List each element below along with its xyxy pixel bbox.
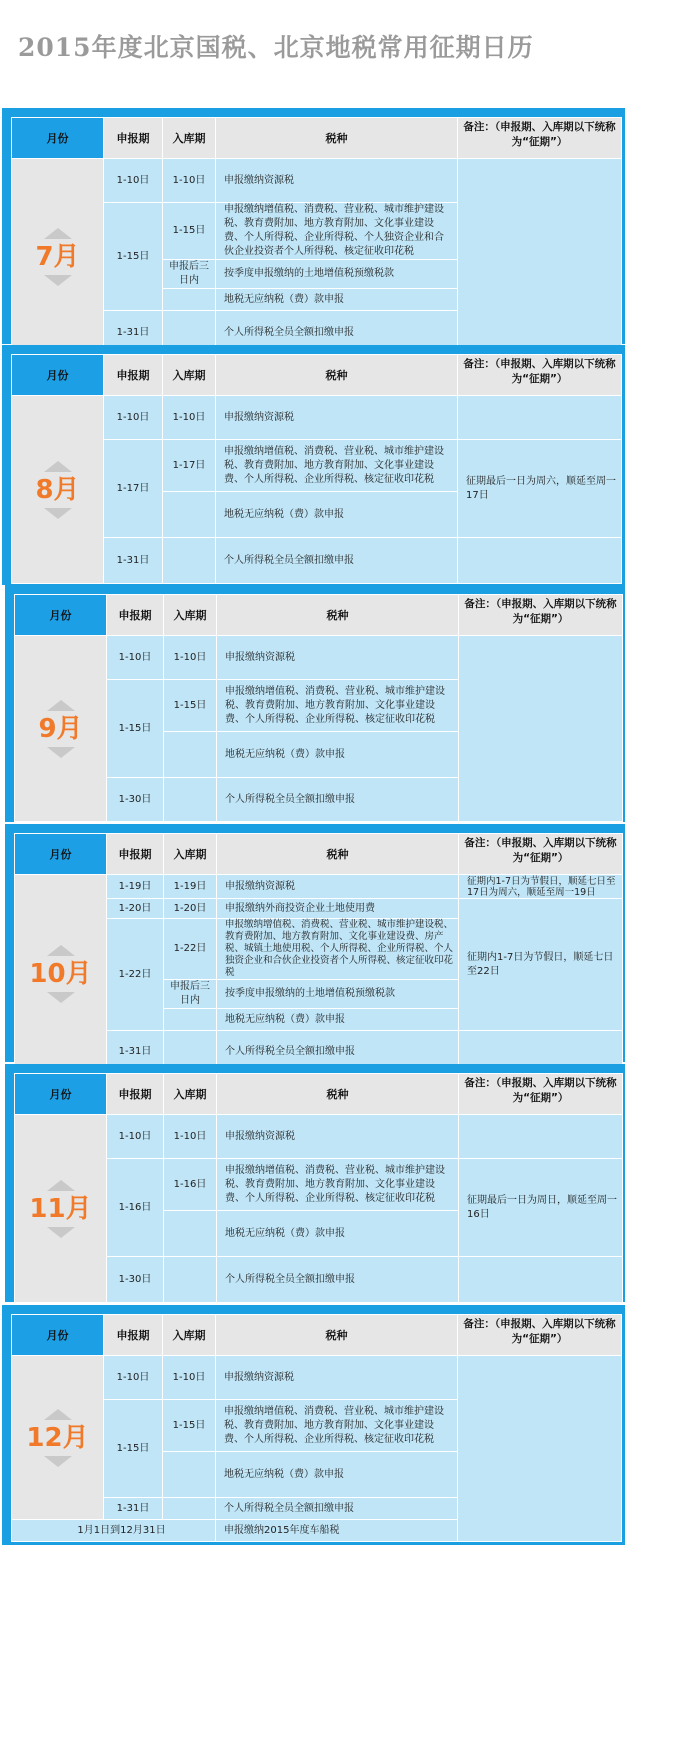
tax-header: 税种 <box>216 355 458 396</box>
tax-cell: 申报缴纳增值税、消费税、营业税、城市维护建设税、教育费附加、地方教育附加、文化事业建设费、房产税、城镇土地使用税、个人所得税、企业所得税、个人独资企业和合伙企业投资者个人所得税、核定征收印花税 <box>217 919 459 980</box>
month-block-november <box>5 1064 625 1302</box>
month-header: 月份 <box>15 595 107 636</box>
down-arrow-icon <box>44 1456 72 1467</box>
month-label: 11月 <box>29 1193 92 1224</box>
declare-header: 申报期 <box>107 1074 164 1115</box>
page-title: 2015年度北京国税、北京地税常用征期日历 <box>18 33 534 62</box>
store-cell: 1-10日 <box>163 396 216 440</box>
declare-header: 申报期 <box>107 834 164 875</box>
store-cell: 申报后三日内 <box>163 260 216 289</box>
up-arrow-icon <box>44 461 72 472</box>
store-cell <box>163 1452 216 1498</box>
tax-cell: 申报缴纳资源税 <box>216 159 458 203</box>
month-label: 9月 <box>38 713 83 744</box>
month-header: 月份 <box>15 1074 107 1115</box>
calendar-table-august <box>11 354 622 584</box>
tax-cell: 申报缴纳资源税 <box>217 875 459 899</box>
declare-cell: 1-15日 <box>104 1400 163 1498</box>
tax-cell: 申报缴纳资源税 <box>217 1115 459 1159</box>
month-header: 月份 <box>12 355 104 396</box>
declare-header: 申报期 <box>104 355 163 396</box>
declare-cell: 1-31日 <box>104 1498 163 1520</box>
note-header: 备注：（申报期、入库期以下统称为“征期”） <box>458 355 622 396</box>
note-header: 备注：（申报期、入库期以下统称为“征期”） <box>459 1074 623 1115</box>
tax-cell: 个人所得税全员全额扣缴申报 <box>217 1257 459 1303</box>
declare-header: 申报期 <box>104 118 163 159</box>
up-arrow-icon <box>47 700 75 711</box>
declare-cell: 1-15日 <box>107 680 164 778</box>
note-cell: 征期内1-7日为节假日，顺延七日至17日为周六，顺延至周一19日 <box>459 875 623 899</box>
down-arrow-icon <box>44 275 72 286</box>
tax-header: 税种 <box>216 118 458 159</box>
note-cell: 征期内1-7日为节假日，顺延七日至22日 <box>459 899 623 1031</box>
tax-header: 税种 <box>217 834 459 875</box>
store-cell: 1-10日 <box>163 1356 216 1400</box>
store-cell: 1-20日 <box>164 899 217 919</box>
store-cell <box>164 732 217 778</box>
tax-cell: 地税无应纳税（费）款申报 <box>217 1211 459 1257</box>
month-block-july <box>2 108 625 344</box>
note-header: 备注：（申报期、入库期以下统称为“征期”） <box>459 834 623 875</box>
tax-cell: 申报缴纳2015年度车船税 <box>216 1520 458 1542</box>
declare-cell: 1-10日 <box>104 159 163 203</box>
month-label: 7月 <box>35 241 80 272</box>
note-cell <box>459 1115 623 1159</box>
up-arrow-icon <box>47 1180 75 1191</box>
declare-cell: 1-31日 <box>107 1031 164 1073</box>
up-arrow-icon <box>44 228 72 239</box>
calendar-table-october <box>14 833 623 1073</box>
declare-cell: 1-10日 <box>107 1115 164 1159</box>
store-cell <box>164 778 217 822</box>
tax-cell: 地税无应纳税（费）款申报 <box>217 1009 459 1031</box>
month-label: 12月 <box>26 1422 89 1453</box>
note-cell <box>459 636 623 822</box>
month-cell <box>12 159 104 355</box>
store-cell <box>163 492 216 538</box>
store-cell <box>164 1009 217 1031</box>
declare-cell: 1-15日 <box>104 203 163 311</box>
tax-cell: 按季度申报缴纳的土地增值税预缴税款 <box>217 980 459 1009</box>
tax-header: 税种 <box>217 1074 459 1115</box>
store-cell: 1-10日 <box>164 1115 217 1159</box>
calendar-table-december <box>11 1314 622 1542</box>
note-cell: 征期最后一日为周日，顺延至周一16日 <box>459 1159 623 1257</box>
store-header: 入库期 <box>164 595 217 636</box>
tax-cell: 个人所得税全员全额扣缴申报 <box>216 311 458 355</box>
tax-cell: 申报缴纳外商投资企业土地使用费 <box>217 899 459 919</box>
note-cell <box>458 159 622 355</box>
declare-cell: 1-31日 <box>104 311 163 355</box>
month-block-october <box>5 824 625 1062</box>
store-cell: 1-16日 <box>164 1159 217 1211</box>
up-arrow-icon <box>47 945 75 956</box>
tax-cell: 地税无应纳税（费）款申报 <box>216 289 458 311</box>
store-cell: 1-15日 <box>164 680 217 732</box>
tax-header: 税种 <box>216 1315 458 1356</box>
calendar-table-november <box>14 1073 623 1303</box>
calendar-table-july <box>11 117 622 355</box>
down-arrow-icon <box>47 747 75 758</box>
tax-cell: 申报缴纳增值税、消费税、营业税、城市维护建设税、教育费附加、地方教育附加、文化事业建设费、个人所得税、企业所得税、核定征收印花税 <box>216 440 458 492</box>
note-cell <box>459 1257 623 1303</box>
tax-cell: 个人所得税全员全额扣缴申报 <box>217 1031 459 1073</box>
store-cell: 1-15日 <box>163 203 216 260</box>
tax-cell: 申报缴纳增值税、消费税、营业税、城市维护建设税、教育费附加、地方教育附加、文化事业建设费、个人所得税、企业所得税、核定征收印花税 <box>216 1400 458 1452</box>
store-header: 入库期 <box>163 1315 216 1356</box>
month-cell <box>15 875 107 1073</box>
tax-cell: 个人所得税全员全额扣缴申报 <box>216 538 458 584</box>
note-header: 备注：（申报期、入库期以下统称为“征期”） <box>458 1315 622 1356</box>
store-cell <box>163 1498 216 1520</box>
store-cell: 1-10日 <box>163 159 216 203</box>
month-block-september <box>5 585 625 822</box>
tax-cell: 地税无应纳税（费）款申报 <box>217 732 459 778</box>
tax-header: 税种 <box>217 595 459 636</box>
note-cell: 征期最后一日为周六，顺延至周一17日 <box>458 440 622 538</box>
tax-cell: 个人所得税全员全额扣缴申报 <box>216 1498 458 1520</box>
month-cell <box>15 1115 107 1303</box>
tax-cell: 个人所得税全员全额扣缴申报 <box>217 778 459 822</box>
declare-header: 申报期 <box>107 595 164 636</box>
store-cell: 1-17日 <box>163 440 216 492</box>
declare-cell: 1-17日 <box>104 440 163 538</box>
declare-cell: 1-10日 <box>104 1356 163 1400</box>
declare-header: 申报期 <box>104 1315 163 1356</box>
note-cell <box>458 396 622 440</box>
tax-cell: 地税无应纳税（费）款申报 <box>216 492 458 538</box>
store-cell <box>164 1211 217 1257</box>
store-cell: 1-22日 <box>164 919 217 980</box>
tax-cell: 申报缴纳增值税、消费税、营业税、城市维护建设税、教育费附加、地方教育附加、文化事业建设费、个人所得税、企业所得税、核定征收印花税 <box>217 1159 459 1211</box>
store-header: 入库期 <box>163 118 216 159</box>
month-cell <box>12 1356 104 1520</box>
note-header: 备注：（申报期、入库期以下统称为“征期”） <box>458 118 622 159</box>
down-arrow-icon <box>47 992 75 1003</box>
tax-cell: 地税无应纳税（费）款申报 <box>216 1452 458 1498</box>
store-cell <box>163 538 216 584</box>
calendar-table-september <box>14 594 623 822</box>
declare-cell: 1-31日 <box>104 538 163 584</box>
declare-cell: 1-30日 <box>107 1257 164 1303</box>
tax-cell: 申报缴纳增值税、消费税、营业税、城市维护建设税、教育费附加、地方教育附加、文化事业建设费、个人所得税、企业所得税、核定征收印花税 <box>217 680 459 732</box>
month-header: 月份 <box>12 118 104 159</box>
store-header: 入库期 <box>164 834 217 875</box>
declare-cell: 1-10日 <box>107 636 164 680</box>
tax-cell: 申报缴纳资源税 <box>216 396 458 440</box>
up-arrow-icon <box>44 1409 72 1420</box>
month-label: 8月 <box>35 474 80 505</box>
tax-cell: 申报缴纳资源税 <box>216 1356 458 1400</box>
declare-cell: 1-30日 <box>107 778 164 822</box>
month-cell <box>15 636 107 822</box>
month-block-december <box>2 1305 625 1545</box>
month-header: 月份 <box>15 834 107 875</box>
month-header: 月份 <box>12 1315 104 1356</box>
store-cell <box>163 289 216 311</box>
tax-cell: 申报缴纳资源税 <box>217 636 459 680</box>
note-cell <box>458 538 622 584</box>
month-cell <box>12 396 104 584</box>
declare-cell: 1-10日 <box>104 396 163 440</box>
down-arrow-icon <box>44 508 72 519</box>
month-block-august <box>2 345 625 585</box>
declare-cell: 1-22日 <box>107 919 164 1031</box>
month-label: 10月 <box>29 958 92 989</box>
declare-cell: 1-20日 <box>107 899 164 919</box>
note-header: 备注：（申报期、入库期以下统称为“征期”） <box>459 595 623 636</box>
store-cell: 1-15日 <box>163 1400 216 1452</box>
store-cell: 1-10日 <box>164 636 217 680</box>
declare-cell: 1-16日 <box>107 1159 164 1257</box>
declare-cell: 1-19日 <box>107 875 164 899</box>
store-cell: 申报后三日内 <box>164 980 217 1009</box>
store-header: 入库期 <box>163 355 216 396</box>
tax-cell: 申报缴纳增值税、消费税、营业税、城市维护建设税、教育费附加、地方教育附加、文化事业建设费、个人所得税、企业所得税、个人独资企业和合伙企业投资者个人所得税、核定征收印花税 <box>216 203 458 260</box>
note-cell <box>458 1356 622 1542</box>
store-cell: 1-19日 <box>164 875 217 899</box>
store-cell <box>164 1257 217 1303</box>
store-header: 入库期 <box>164 1074 217 1115</box>
down-arrow-icon <box>47 1227 75 1238</box>
tax-cell: 按季度申报缴纳的土地增值税预缴税款 <box>216 260 458 289</box>
declare-cell: 1月1日到12月31日 <box>12 1520 216 1542</box>
